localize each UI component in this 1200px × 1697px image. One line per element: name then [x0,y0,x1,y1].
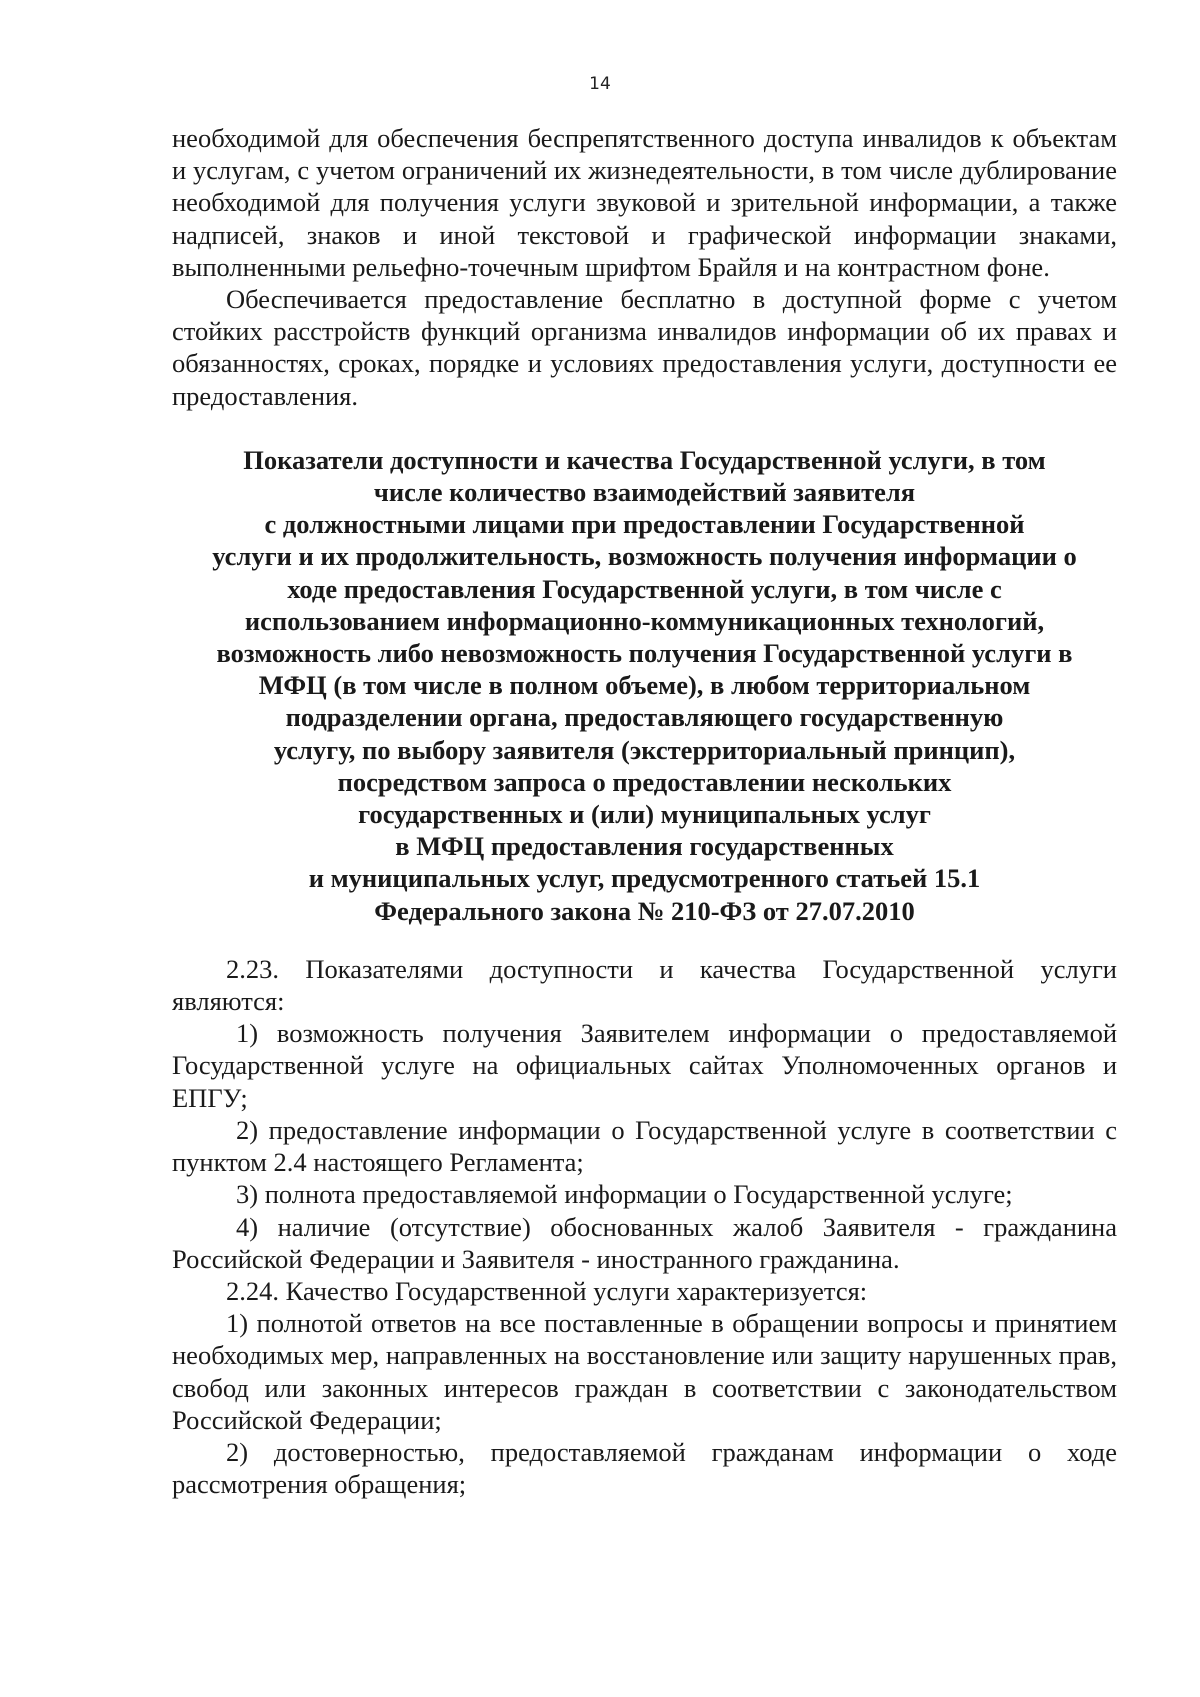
heading-line: Показатели доступности и качества Государственной услуги, в том [243,444,1046,475]
heading-line: подразделении органа, предоставляющего государственную [285,702,1004,733]
heading-line: посредством запроса о предоставлении нескольких [337,766,952,797]
paragraph-accessibility-duplication: необходимой для обеспечения беспрепятственного доступа инвалидов к объектам и услугам, с учетом ограничений их жизнедеятельности, в том числе дублирование необходимой для получения услуги звуковой и зрительной информации, а также надписей, знаков и иной текстовой и графической информации знаками, выполненными рельефно-точечным шрифтом Брайля и на контрастном фоне. [172,123,1117,282]
heading-line: возможность либо невозможность получения Государственной услуги в [216,638,1073,669]
heading-line: с должностными лицами при предоставлении Государственной [264,509,1025,540]
list-item-2-23-4: 4) наличие (отсутствие) обоснованных жалоб Заявителя - гражданина Российской Федерации и Заявителя - иностранного гражданина. [172,1211,1117,1274]
list-item-2-23-3: 3) полнота предоставляемой информации о Государственной услуге; [236,1179,1013,1210]
heading-line: государственных и (или) муниципальных услуг [358,799,931,830]
heading-line: ходе предоставления Государственной услуги, в том числе с [287,573,1002,604]
list-item-2-24-1: 1) полнотой ответов на все поставленные в обращении вопросы и принятием необходимых мер, направленных на восстановление или защиту нарушенных прав, свобод или законных интересов граждан в соответствии с законодательством Российской Федерации; [172,1308,1117,1435]
heading-line: услугу, по выбору заявителя (экстерриториальный принцип), [273,734,1016,765]
heading-line: и муниципальных услуг, предусмотренного статьей 15.1 [308,863,981,894]
heading-line: услуги и их продолжительность, возможность получения информации о [212,541,1077,572]
heading-line: МФЦ (в том числе в полном объеме), в любом территориальном [258,670,1031,701]
list-item-2-24-2: 2) достоверностью, предоставляемой гражданам информации о ходе рассмотрения обращения; [172,1436,1117,1500]
section-heading [172,444,1117,927]
heading-line: в МФЦ предоставления государственных [395,831,894,862]
heading-line: Федерального закона № 210-ФЗ от 27.07.2010 [374,895,915,926]
paragraph-2-24: 2.24. Качество Государственной услуги характеризуется: [226,1275,868,1306]
list-item-2-23-2: 2) предоставление информации о Государственной услуге в соответствии с пунктом 2.4 настоящего Регламента; [172,1114,1117,1178]
heading-line: использованием информационно-коммуникационных технологий, [244,605,1045,636]
document-body [172,122,1117,1500]
paragraph-2-23: 2.23. Показателями доступности и качества Государственной услуги являются: [172,953,1117,1017]
paragraph-free-information: Обеспечивается предоставление бесплатно в доступной форме с учетом стойких расстройств функций организма инвалидов информации об их правах и обязанностях, сроках, порядке и условиях предоставления услуги, доступности ее предоставления. [172,284,1117,411]
page-number: 14 [589,74,611,94]
heading-line: числе количество взаимодействий заявителя [373,477,916,508]
list-item-2-23-1: 1) возможность получения Заявителем информации о предоставляемой Государственной услуге на официальных сайтах Уполномоченных органов и ЕПГУ; [172,1018,1117,1113]
